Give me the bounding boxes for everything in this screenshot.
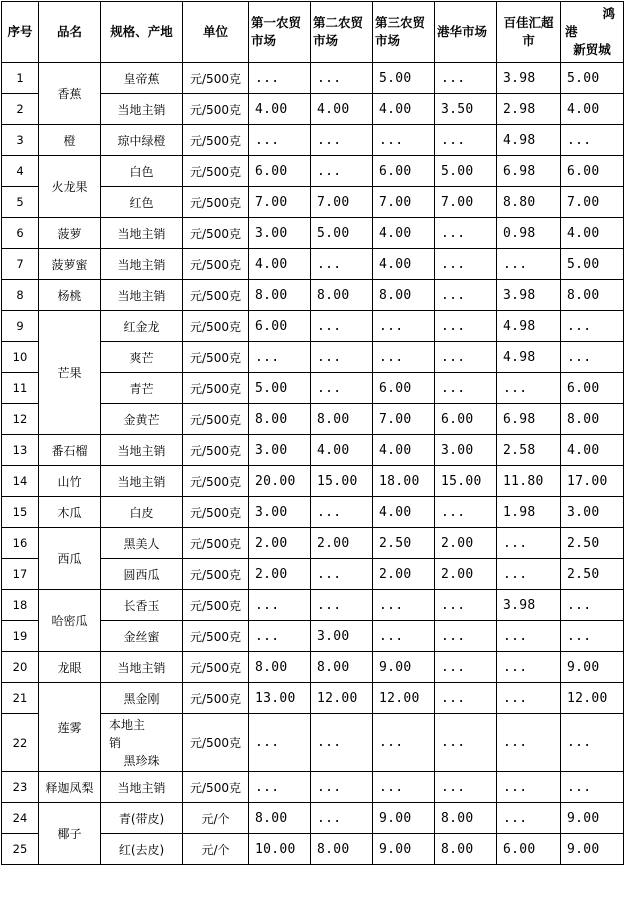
product-name: 番石榴 bbox=[39, 435, 101, 466]
price-cell: 3.98 bbox=[497, 280, 561, 311]
price-cell: 2.58 bbox=[497, 435, 561, 466]
price-cell: 9.00 bbox=[561, 803, 624, 834]
price-cell: 8.00 bbox=[249, 803, 311, 834]
price-cell: ... bbox=[311, 63, 373, 94]
row-index: 6 bbox=[2, 218, 39, 249]
price-cell: ... bbox=[435, 218, 497, 249]
product-name: 橙 bbox=[39, 125, 101, 156]
row-index: 8 bbox=[2, 280, 39, 311]
price-cell: ... bbox=[435, 280, 497, 311]
price-cell: 8.80 bbox=[497, 187, 561, 218]
price-cell: 7.00 bbox=[311, 187, 373, 218]
price-cell: ... bbox=[311, 373, 373, 404]
price-cell: ... bbox=[373, 590, 435, 621]
price-cell: 3.00 bbox=[435, 435, 497, 466]
table-row bbox=[2, 652, 624, 683]
price-cell: ... bbox=[373, 621, 435, 652]
product-spec: 当地主销 bbox=[101, 249, 183, 280]
price-cell: ... bbox=[497, 559, 561, 590]
price-cell: ... bbox=[497, 772, 561, 803]
price-cell: ... bbox=[561, 311, 624, 342]
product-spec: 白色 bbox=[101, 156, 183, 187]
price-cell: ... bbox=[497, 803, 561, 834]
price-cell: 7.00 bbox=[373, 404, 435, 435]
row-index: 21 bbox=[2, 683, 39, 714]
product-spec: 当地主销 bbox=[101, 94, 183, 125]
price-cell: 12.00 bbox=[373, 683, 435, 714]
table-row bbox=[2, 156, 624, 187]
product-name: 菠萝蜜 bbox=[39, 249, 101, 280]
price-unit: 元/500克 bbox=[183, 249, 249, 280]
price-unit: 元/500克 bbox=[183, 311, 249, 342]
price-cell: 4.00 bbox=[561, 94, 624, 125]
price-unit: 元/500克 bbox=[183, 342, 249, 373]
price-cell: 15.00 bbox=[435, 466, 497, 497]
price-cell: 18.00 bbox=[373, 466, 435, 497]
row-index: 9 bbox=[2, 311, 39, 342]
price-cell: 0.98 bbox=[497, 218, 561, 249]
product-spec-line: 销 bbox=[109, 735, 122, 750]
price-cell: 17.00 bbox=[561, 466, 624, 497]
price-cell: ... bbox=[373, 772, 435, 803]
price-cell: ... bbox=[311, 342, 373, 373]
price-cell: ... bbox=[311, 311, 373, 342]
price-unit: 元/500克 bbox=[183, 559, 249, 590]
price-cell: 3.00 bbox=[561, 497, 624, 528]
price-cell: ... bbox=[435, 342, 497, 373]
price-cell: 8.00 bbox=[249, 404, 311, 435]
price-cell: ... bbox=[497, 249, 561, 280]
price-unit: 元/500克 bbox=[183, 187, 249, 218]
price-cell: ... bbox=[561, 714, 624, 772]
price-cell: 7.00 bbox=[561, 187, 624, 218]
price-cell: 8.00 bbox=[435, 803, 497, 834]
table-body bbox=[2, 63, 624, 865]
price-cell: 2.00 bbox=[373, 559, 435, 590]
header-market-1 bbox=[249, 2, 311, 63]
price-cell: ... bbox=[311, 249, 373, 280]
row-index: 16 bbox=[2, 528, 39, 559]
price-unit: 元/500克 bbox=[183, 621, 249, 652]
row-index: 18 bbox=[2, 590, 39, 621]
price-unit: 元/500克 bbox=[183, 94, 249, 125]
price-cell: 1.98 bbox=[497, 497, 561, 528]
header-market-2-line: 市场 bbox=[313, 33, 339, 48]
price-cell: 20.00 bbox=[249, 466, 311, 497]
price-cell: 9.00 bbox=[561, 834, 624, 865]
row-index: 1 bbox=[2, 63, 39, 94]
row-index: 2 bbox=[2, 94, 39, 125]
price-cell: ... bbox=[373, 125, 435, 156]
price-cell: 4.00 bbox=[373, 218, 435, 249]
product-name: 龙眼 bbox=[39, 652, 101, 683]
product-spec: 青芒 bbox=[101, 373, 183, 404]
product-spec: 青(带皮) bbox=[101, 803, 183, 834]
price-cell: ... bbox=[373, 342, 435, 373]
price-cell: ... bbox=[311, 497, 373, 528]
price-cell: ... bbox=[497, 528, 561, 559]
row-index: 14 bbox=[2, 466, 39, 497]
product-name: 菠萝 bbox=[39, 218, 101, 249]
product-spec: 金黄芒 bbox=[101, 404, 183, 435]
price-cell: ... bbox=[311, 125, 373, 156]
price-cell: 8.00 bbox=[561, 280, 624, 311]
price-cell: 9.00 bbox=[373, 803, 435, 834]
header-market-3-line: 第三农贸 bbox=[375, 15, 426, 30]
product-name: 香蕉 bbox=[39, 63, 101, 125]
price-cell: ... bbox=[435, 497, 497, 528]
header-unit: 单位 bbox=[183, 2, 249, 63]
header-spec: 规格、产地 bbox=[101, 2, 183, 63]
price-cell: 13.00 bbox=[249, 683, 311, 714]
price-cell: 6.00 bbox=[249, 156, 311, 187]
price-cell: 4.00 bbox=[249, 249, 311, 280]
header-market-2-line: 第二农贸 bbox=[313, 15, 364, 30]
price-cell: 3.00 bbox=[311, 621, 373, 652]
table-row bbox=[2, 497, 624, 528]
price-cell: 8.00 bbox=[249, 652, 311, 683]
price-cell: 9.00 bbox=[373, 652, 435, 683]
price-cell: ... bbox=[249, 772, 311, 803]
table-row bbox=[2, 435, 624, 466]
price-cell: 6.98 bbox=[497, 404, 561, 435]
product-spec: 当地主销 bbox=[101, 435, 183, 466]
price-cell: 6.00 bbox=[435, 404, 497, 435]
price-cell: ... bbox=[435, 683, 497, 714]
price-cell: 7.00 bbox=[249, 187, 311, 218]
table-row bbox=[2, 63, 624, 94]
product-spec bbox=[101, 714, 183, 772]
price-cell: ... bbox=[311, 772, 373, 803]
price-cell: 4.98 bbox=[497, 342, 561, 373]
price-cell: 12.00 bbox=[311, 683, 373, 714]
row-index: 22 bbox=[2, 714, 39, 772]
price-unit: 元/500克 bbox=[183, 435, 249, 466]
price-cell: 2.00 bbox=[249, 559, 311, 590]
price-cell: ... bbox=[311, 590, 373, 621]
price-cell: 8.00 bbox=[249, 280, 311, 311]
fruit-price-table bbox=[1, 1, 624, 865]
table-row bbox=[2, 772, 624, 803]
row-index: 13 bbox=[2, 435, 39, 466]
price-cell: ... bbox=[311, 156, 373, 187]
price-cell: 10.00 bbox=[249, 834, 311, 865]
product-name: 木瓜 bbox=[39, 497, 101, 528]
price-cell: 3.00 bbox=[249, 218, 311, 249]
header-market-1-line: 市场 bbox=[251, 33, 277, 48]
header-index: 序号 bbox=[2, 2, 39, 63]
price-cell: ... bbox=[435, 373, 497, 404]
product-spec: 红(去皮) bbox=[101, 834, 183, 865]
product-spec-line: 黑珍珠 bbox=[123, 753, 160, 768]
price-cell: ... bbox=[561, 342, 624, 373]
price-cell: ... bbox=[497, 373, 561, 404]
price-cell: 5.00 bbox=[373, 63, 435, 94]
product-spec: 当地主销 bbox=[101, 652, 183, 683]
product-name: 杨桃 bbox=[39, 280, 101, 311]
product-spec: 爽芒 bbox=[101, 342, 183, 373]
header-market-6 bbox=[561, 2, 624, 63]
header-market-5 bbox=[497, 2, 561, 63]
table-row bbox=[2, 528, 624, 559]
price-cell: 8.00 bbox=[311, 834, 373, 865]
price-cell: ... bbox=[435, 125, 497, 156]
product-spec: 当地主销 bbox=[101, 466, 183, 497]
price-cell: 4.00 bbox=[373, 94, 435, 125]
row-index: 23 bbox=[2, 772, 39, 803]
price-unit: 元/500克 bbox=[183, 466, 249, 497]
price-unit: 元/个 bbox=[183, 834, 249, 865]
price-unit: 元/500克 bbox=[183, 218, 249, 249]
row-index: 15 bbox=[2, 497, 39, 528]
price-unit: 元/个 bbox=[183, 803, 249, 834]
price-cell: ... bbox=[435, 590, 497, 621]
row-index: 12 bbox=[2, 404, 39, 435]
price-cell: 8.00 bbox=[311, 280, 373, 311]
product-spec: 皇帝蕉 bbox=[101, 63, 183, 94]
price-cell: 8.00 bbox=[373, 280, 435, 311]
price-cell: 9.00 bbox=[373, 834, 435, 865]
price-cell: 4.00 bbox=[561, 218, 624, 249]
product-spec: 长香玉 bbox=[101, 590, 183, 621]
product-name: 山竹 bbox=[39, 466, 101, 497]
price-cell: ... bbox=[435, 652, 497, 683]
row-index: 7 bbox=[2, 249, 39, 280]
table-row bbox=[2, 590, 624, 621]
price-unit: 元/500克 bbox=[183, 683, 249, 714]
table-row bbox=[2, 803, 624, 834]
price-cell: ... bbox=[497, 621, 561, 652]
price-cell: 6.00 bbox=[497, 834, 561, 865]
price-cell: ... bbox=[435, 621, 497, 652]
header-market-3 bbox=[373, 2, 435, 63]
row-index: 10 bbox=[2, 342, 39, 373]
row-index: 24 bbox=[2, 803, 39, 834]
header-market-4: 港华市场 bbox=[435, 2, 497, 63]
price-cell: ... bbox=[249, 63, 311, 94]
price-cell: 2.00 bbox=[249, 528, 311, 559]
product-spec: 圆西瓜 bbox=[101, 559, 183, 590]
header-market-5-line: 市 bbox=[522, 33, 535, 48]
price-unit: 元/500克 bbox=[183, 404, 249, 435]
price-cell: 6.98 bbox=[497, 156, 561, 187]
price-cell: ... bbox=[435, 249, 497, 280]
price-cell: 5.00 bbox=[249, 373, 311, 404]
price-cell: 4.98 bbox=[497, 125, 561, 156]
price-cell: 6.00 bbox=[561, 156, 624, 187]
price-cell: ... bbox=[249, 621, 311, 652]
price-cell: 5.00 bbox=[435, 156, 497, 187]
product-spec-line: 本地主 bbox=[109, 717, 146, 732]
product-name: 芒果 bbox=[39, 311, 101, 435]
price-cell: 8.00 bbox=[311, 404, 373, 435]
price-cell: 7.00 bbox=[435, 187, 497, 218]
table-row bbox=[2, 125, 624, 156]
product-name: 莲雾 bbox=[39, 683, 101, 772]
price-cell: 12.00 bbox=[561, 683, 624, 714]
price-cell: 3.50 bbox=[435, 94, 497, 125]
price-cell: 4.00 bbox=[373, 497, 435, 528]
price-cell: 4.00 bbox=[373, 435, 435, 466]
price-cell: ... bbox=[435, 772, 497, 803]
product-name: 西瓜 bbox=[39, 528, 101, 590]
price-unit: 元/500克 bbox=[183, 528, 249, 559]
product-spec: 当地主销 bbox=[101, 218, 183, 249]
price-cell: 2.00 bbox=[435, 559, 497, 590]
product-spec: 白皮 bbox=[101, 497, 183, 528]
header-market-5-line: 百佳汇超 bbox=[503, 15, 554, 30]
price-cell: 2.50 bbox=[561, 559, 624, 590]
table-row bbox=[2, 280, 624, 311]
header-market-2 bbox=[311, 2, 373, 63]
price-cell: 2.98 bbox=[497, 94, 561, 125]
price-cell: 2.00 bbox=[311, 528, 373, 559]
row-index: 11 bbox=[2, 373, 39, 404]
price-cell: ... bbox=[497, 683, 561, 714]
price-cell: ... bbox=[249, 125, 311, 156]
price-cell: ... bbox=[249, 714, 311, 772]
product-spec: 金丝蜜 bbox=[101, 621, 183, 652]
row-index: 19 bbox=[2, 621, 39, 652]
row-index: 4 bbox=[2, 156, 39, 187]
header-name: 品名 bbox=[39, 2, 101, 63]
product-spec: 红金龙 bbox=[101, 311, 183, 342]
row-index: 3 bbox=[2, 125, 39, 156]
table-row bbox=[2, 218, 624, 249]
price-unit: 元/500克 bbox=[183, 373, 249, 404]
row-index: 17 bbox=[2, 559, 39, 590]
product-spec: 当地主销 bbox=[101, 280, 183, 311]
price-cell: ... bbox=[435, 311, 497, 342]
table-row bbox=[2, 311, 624, 342]
header-market-6-line: 新贸城 bbox=[573, 42, 611, 57]
price-unit: 元/500克 bbox=[183, 714, 249, 772]
price-cell: 6.00 bbox=[373, 373, 435, 404]
price-cell: 6.00 bbox=[249, 311, 311, 342]
header-row bbox=[2, 2, 624, 63]
price-cell: 6.00 bbox=[561, 373, 624, 404]
product-name: 椰子 bbox=[39, 803, 101, 865]
price-unit: 元/500克 bbox=[183, 156, 249, 187]
price-cell: 4.98 bbox=[497, 311, 561, 342]
product-spec: 当地主销 bbox=[101, 772, 183, 803]
price-cell: ... bbox=[249, 342, 311, 373]
price-cell: ... bbox=[561, 125, 624, 156]
price-cell: 4.00 bbox=[249, 94, 311, 125]
price-unit: 元/500克 bbox=[183, 125, 249, 156]
product-spec: 琼中绿橙 bbox=[101, 125, 183, 156]
price-cell: ... bbox=[435, 63, 497, 94]
price-cell: 5.00 bbox=[561, 249, 624, 280]
price-cell: 5.00 bbox=[311, 218, 373, 249]
price-cell: 4.00 bbox=[561, 435, 624, 466]
table-row bbox=[2, 249, 624, 280]
price-unit: 元/500克 bbox=[183, 63, 249, 94]
row-index: 5 bbox=[2, 187, 39, 218]
price-cell: 11.80 bbox=[497, 466, 561, 497]
price-cell: 3.98 bbox=[497, 590, 561, 621]
price-cell: ... bbox=[311, 803, 373, 834]
price-cell: 15.00 bbox=[311, 466, 373, 497]
price-cell: 5.00 bbox=[561, 63, 624, 94]
header-market-6-line: 鸿 bbox=[602, 6, 615, 21]
row-index: 20 bbox=[2, 652, 39, 683]
price-cell: 8.00 bbox=[311, 652, 373, 683]
price-cell: ... bbox=[561, 772, 624, 803]
price-cell: 9.00 bbox=[561, 652, 624, 683]
price-cell: 6.00 bbox=[373, 156, 435, 187]
price-cell: ... bbox=[435, 714, 497, 772]
price-cell: 2.00 bbox=[435, 528, 497, 559]
price-cell: 2.50 bbox=[373, 528, 435, 559]
price-cell: 2.50 bbox=[561, 528, 624, 559]
product-spec: 黑美人 bbox=[101, 528, 183, 559]
product-name: 哈密瓜 bbox=[39, 590, 101, 652]
price-cell: 8.00 bbox=[435, 834, 497, 865]
price-cell: 4.00 bbox=[373, 249, 435, 280]
product-spec: 黑金刚 bbox=[101, 683, 183, 714]
row-index: 25 bbox=[2, 834, 39, 865]
price-cell: 3.00 bbox=[249, 497, 311, 528]
product-spec: 红色 bbox=[101, 187, 183, 218]
price-cell: 8.00 bbox=[561, 404, 624, 435]
price-cell: 4.00 bbox=[311, 435, 373, 466]
price-cell: ... bbox=[373, 311, 435, 342]
header-market-6-line: 港 bbox=[565, 24, 578, 39]
price-cell: ... bbox=[311, 559, 373, 590]
price-cell: 4.00 bbox=[311, 94, 373, 125]
product-name: 火龙果 bbox=[39, 156, 101, 218]
table-row bbox=[2, 466, 624, 497]
price-cell: ... bbox=[497, 714, 561, 772]
price-cell: ... bbox=[497, 652, 561, 683]
price-unit: 元/500克 bbox=[183, 652, 249, 683]
price-cell: ... bbox=[373, 714, 435, 772]
header-market-3-line: 市场 bbox=[375, 33, 401, 48]
price-unit: 元/500克 bbox=[183, 280, 249, 311]
price-cell: ... bbox=[311, 714, 373, 772]
price-cell: ... bbox=[561, 590, 624, 621]
price-cell: 7.00 bbox=[373, 187, 435, 218]
price-cell: 3.98 bbox=[497, 63, 561, 94]
product-name: 释迦凤梨 bbox=[39, 772, 101, 803]
price-cell: ... bbox=[249, 590, 311, 621]
price-unit: 元/500克 bbox=[183, 772, 249, 803]
header-market-1-line: 第一农贸 bbox=[251, 15, 302, 30]
price-unit: 元/500克 bbox=[183, 497, 249, 528]
price-cell: 3.00 bbox=[249, 435, 311, 466]
table-row bbox=[2, 683, 624, 714]
price-unit: 元/500克 bbox=[183, 590, 249, 621]
price-cell: ... bbox=[561, 621, 624, 652]
